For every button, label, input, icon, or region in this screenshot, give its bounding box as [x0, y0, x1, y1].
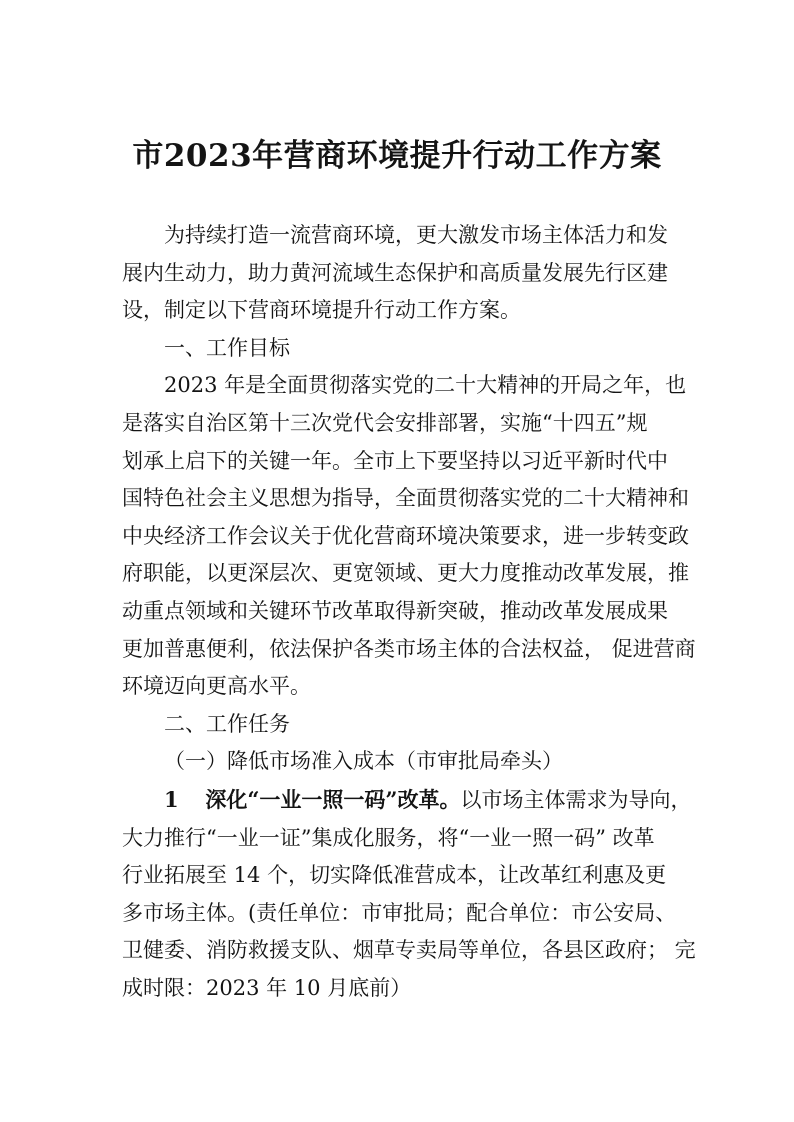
task-line: 多市场主体。(责任单位：市审批局；配合单位：市公安局、 — [122, 900, 677, 925]
goals-line: 中央经济工作会议关于优化营商环境决策要求，进一步转变政 — [122, 523, 689, 548]
intro-line: 展内生动力，助力黄河流域生态保护和高质量发展先行区建 — [122, 260, 668, 285]
task-line: 大力推行“一业一证”集成化服务，将“一业一照一码” 改革 — [122, 825, 655, 850]
goals-line: 划承上启下的关键一年。全市上下要坚持以习近平新时代中 — [122, 448, 668, 473]
task-number: 1 — [164, 786, 179, 812]
goals-line: 动重点领域和关键环节改革取得新突破，推动改革发展成果 — [122, 598, 668, 623]
section-heading-tasks: 二、工作任务 — [164, 711, 290, 736]
goals-line: 国特色社会主义思想为指导，全面贯彻落实党的二十大精神和 — [122, 486, 689, 511]
intro-line: 设，制定以下营商环境提升行动工作方案。 — [122, 298, 521, 323]
subsection-heading: （一）降低市场准入成本（市审批局牵头） — [164, 749, 563, 774]
task-line: 行业拓展至 14 个，切实降低准营成本，让改革红利惠及更 — [122, 863, 667, 888]
task-first-rest: 以市场主体需求为导向， — [460, 787, 692, 812]
goals-line: 是落实自治区第十三次党代会安排部署，实施“十四五”规 — [122, 410, 648, 435]
goals-line: 环境迈向更高水平。 — [122, 674, 311, 699]
goals-line: 更加普惠便利，依法保护各类市场主体的合法权益， 促进营商 — [122, 636, 696, 661]
goals-line: 府职能，以更深层次、更宽领域、更大力度推动改革发展，推 — [122, 561, 689, 586]
task-line: 成时限：2023 年 10 月底前） — [122, 975, 412, 1000]
document-title: 市2023年营商环境提升行动工作方案 — [132, 138, 662, 174]
intro-line: 为持续打造一流营商环境，更大激发市场主体活力和发 — [164, 223, 668, 247]
section-heading-goals: 一、工作目标 — [164, 335, 290, 360]
task-line: 卫健委、消防救援支队、烟草专卖局等单位，各县区政府； 完 — [122, 938, 696, 963]
task-lead-text: 深化“一业一照一码”改革。 — [205, 786, 461, 812]
task-item-first-line — [122, 781, 692, 820]
goals-line: 2023 年是全面贯彻落实党的二十大精神的开局之年，也 — [164, 373, 687, 398]
document-body — [122, 217, 696, 1007]
